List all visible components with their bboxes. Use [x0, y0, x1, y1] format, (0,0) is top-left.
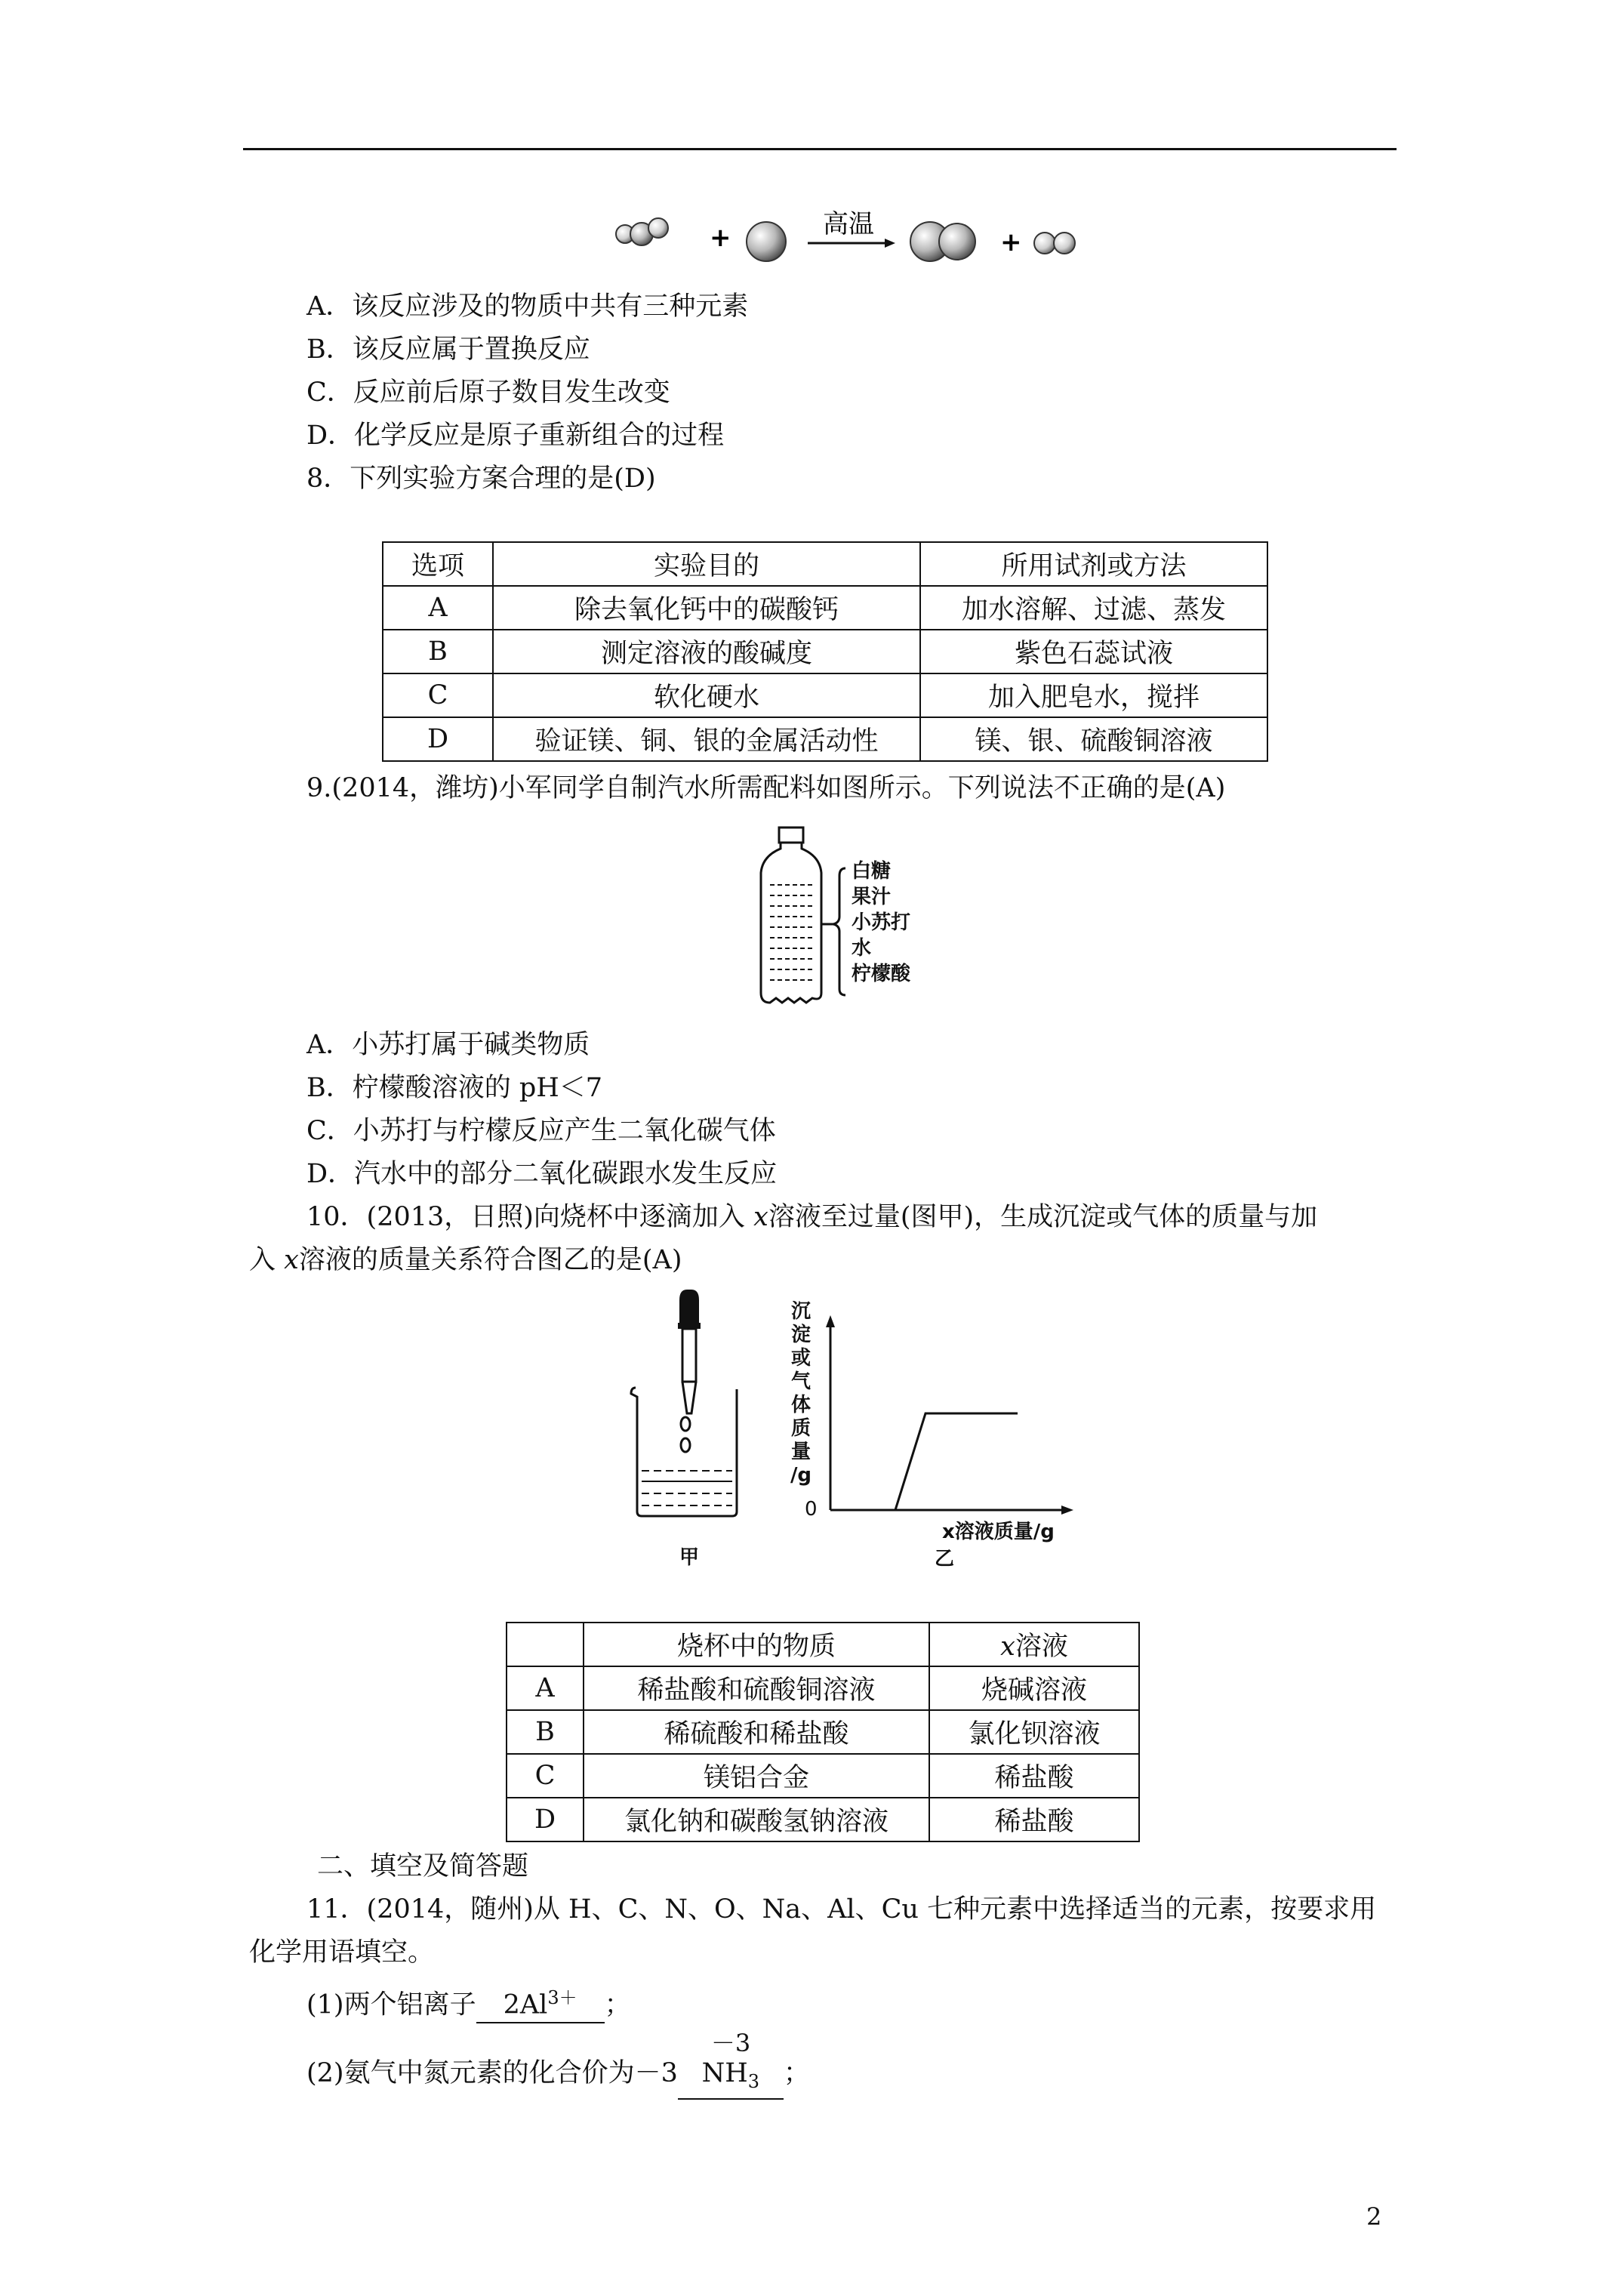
section-heading: 二、填空及简答题	[317, 1851, 529, 1881]
table-cell: 软化硬水	[493, 673, 920, 717]
q11-part2	[306, 2029, 810, 2100]
answer-text: 2Al	[503, 1989, 548, 2020]
q11-p1-prefix: (1)两个铝离子	[306, 1989, 476, 2020]
mass-graph	[815, 1314, 1087, 1518]
table-row	[383, 586, 1267, 630]
molecule-product-2	[1034, 233, 1075, 254]
element-symbol: N	[701, 2058, 725, 2088]
q11-p2-suffix: ；	[783, 2058, 810, 2088]
table-cell: B	[507, 1710, 584, 1754]
table-cell: 镁铝合金	[584, 1754, 929, 1798]
element-symbol: H	[725, 2058, 748, 2088]
table-cell: 稀硫酸和稀盐酸	[584, 1710, 929, 1754]
q10-table	[506, 1622, 1140, 1842]
table-cell: 烧碱溶液	[929, 1666, 1139, 1710]
molecule-reactant-1	[616, 218, 668, 245]
q10-question-line1	[306, 1200, 1317, 1234]
table-cell: 稀盐酸和硫酸铜溶液	[584, 1666, 929, 1710]
graph-origin: 0	[805, 1498, 818, 1521]
q10-question-line2	[249, 1244, 682, 1277]
table-row	[507, 1666, 1139, 1710]
graph-label: 乙	[935, 1548, 955, 1570]
q10-x: x	[753, 1202, 768, 1232]
beaker-label: 甲	[679, 1546, 700, 1569]
table-cell: 加入肥皂水，搅拌	[920, 673, 1267, 717]
graph-ylabel-char: /g	[790, 1464, 812, 1487]
q11-line2: 化学用语填空。	[249, 1937, 435, 1968]
y-axis-arrow-icon	[826, 1315, 835, 1327]
graph-ylabel-char: 或	[790, 1347, 811, 1370]
q9-option-b: B．柠檬酸溶液的 pH＜7	[306, 1073, 603, 1103]
graph-ylabel-char: 沉	[790, 1300, 811, 1323]
table-cell: C	[383, 673, 493, 717]
table-cell: 镁、银、硫酸铜溶液	[920, 717, 1267, 761]
table-row	[383, 717, 1267, 761]
table-cell: 除去氧化钙中的碳酸钙	[493, 586, 920, 630]
table-header-cell: 实验目的	[493, 542, 920, 586]
arrow-head-icon	[885, 239, 895, 248]
molecule-product-1	[910, 222, 975, 261]
q9-question: 9.(2014，潍坊)小军同学自制汽水所需配料如图所示。下列说法不正确的是(A)	[306, 773, 1226, 803]
bottle-label: 水	[852, 937, 872, 960]
table-cell: B	[383, 630, 493, 673]
subscript: 3	[747, 2071, 760, 2092]
beaker-figure	[627, 1284, 755, 1525]
table-cell: 测定溶液的酸碱度	[493, 630, 920, 673]
table-cell: 氯化钡溶液	[929, 1710, 1139, 1754]
table-row	[383, 630, 1267, 673]
q9-option-c: C．小苏打与柠檬反应产生二氧化碳气体	[306, 1116, 776, 1146]
table-cell: C	[507, 1754, 584, 1798]
plus-sign-2: +	[1000, 227, 1022, 257]
table-header-cell	[929, 1623, 1139, 1666]
graph-ylabel	[790, 1300, 812, 1487]
table-cell: 氯化钠和碳酸氢钠溶液	[584, 1798, 929, 1841]
table-header-cell: 选项	[383, 542, 493, 586]
q10-text: 溶液至过量(图甲)，生成沉淀或气体的质量与加	[768, 1202, 1318, 1232]
header-rule	[243, 148, 1397, 150]
answer-charge: 3＋	[547, 1987, 577, 2008]
bottle-label: 果汁	[852, 886, 892, 908]
q7-option-a: A．该反应涉及的物质中共有三种元素	[306, 291, 749, 322]
table-cell: 稀盐酸	[929, 1754, 1139, 1798]
molecule-reactant-2	[747, 222, 786, 261]
q10-text: 入	[249, 1245, 276, 1275]
graph-ylabel-char: 质	[790, 1417, 811, 1440]
q8-table	[382, 541, 1268, 762]
x-axis-arrow-icon	[1061, 1505, 1073, 1515]
q9-option-d: D．汽水中的部分二氧化碳跟水发生反应	[306, 1159, 778, 1189]
q10-text: 10．(2013，日照)向烧杯中逐滴加入	[306, 1202, 745, 1232]
q7-option-b: B．该反应属于置换反应	[306, 334, 590, 365]
table-row	[507, 1754, 1139, 1798]
q11-p2-prefix: (2)氨气中氮元素的化合价为－3	[306, 2058, 678, 2088]
table-cell: A	[507, 1666, 584, 1710]
q7-option-c: C．反应前后原子数目发生改变	[306, 378, 670, 408]
plus-sign-1: +	[710, 223, 731, 253]
answer-blank	[476, 1981, 605, 2023]
q10-x: x	[284, 1245, 299, 1275]
graph-xlabel: x溶液质量/g	[942, 1521, 1055, 1543]
q9-option-a: A．小苏打属于碱类物质	[306, 1030, 590, 1060]
table-header-cell: 所用试剂或方法	[920, 542, 1267, 586]
table-header-row	[383, 542, 1267, 586]
graph-ylabel-char: 气	[790, 1370, 811, 1393]
bottle-label: 小苏打	[852, 911, 911, 934]
q11-line1: 11．(2014，随州)从 H、C、N、O、Na、Al、Cu 七种元素中选择适当的元素，按要求用	[306, 1894, 1377, 1925]
table-header-cell	[507, 1623, 584, 1666]
graph-ylabel-char: 淀	[790, 1324, 811, 1346]
q10-x: x	[1000, 1632, 1015, 1662]
table-cell: D	[507, 1798, 584, 1841]
graph-curve	[895, 1413, 1018, 1510]
page-number: 2	[1366, 2202, 1382, 2231]
table-cell: 稀盐酸	[929, 1798, 1139, 1841]
table-cell: 验证镁、铜、银的金属活动性	[493, 717, 920, 761]
table-cell: A	[383, 586, 493, 630]
table-row	[383, 673, 1267, 717]
bottle-label: 白糖	[852, 860, 892, 883]
table-header-cell: 烧杯中的物质	[584, 1623, 929, 1666]
reaction-condition: 高温	[823, 209, 874, 239]
table-row	[507, 1710, 1139, 1754]
table-cell: 加水溶解、过滤、蒸发	[920, 586, 1267, 630]
bottle-label: 柠檬酸	[852, 963, 911, 985]
graph-ylabel-char: 体	[790, 1394, 811, 1416]
table-header-text: 溶液	[1015, 1632, 1068, 1662]
q8-question: 8．下列实验方案合理的是(D)	[306, 464, 656, 494]
reaction-diagram	[604, 204, 1087, 279]
q10-text: 溶液的质量关系符合图乙的是(A)	[298, 1245, 682, 1275]
table-row	[507, 1798, 1139, 1841]
answer-blank	[678, 2029, 784, 2100]
table-cell: 紫色石蕊试液	[920, 630, 1267, 673]
table-cell: D	[383, 717, 493, 761]
q11-p1-suffix: ；	[604, 1989, 631, 2020]
valence-mark: －3	[710, 2029, 751, 2057]
graph-ylabel-char: 量	[790, 1441, 811, 1463]
q11-part1	[306, 1981, 631, 2023]
q7-option-d: D．化学反应是原子重新组合的过程	[306, 421, 725, 451]
bottle-label-list	[852, 858, 910, 987]
table-header-row	[507, 1623, 1139, 1666]
